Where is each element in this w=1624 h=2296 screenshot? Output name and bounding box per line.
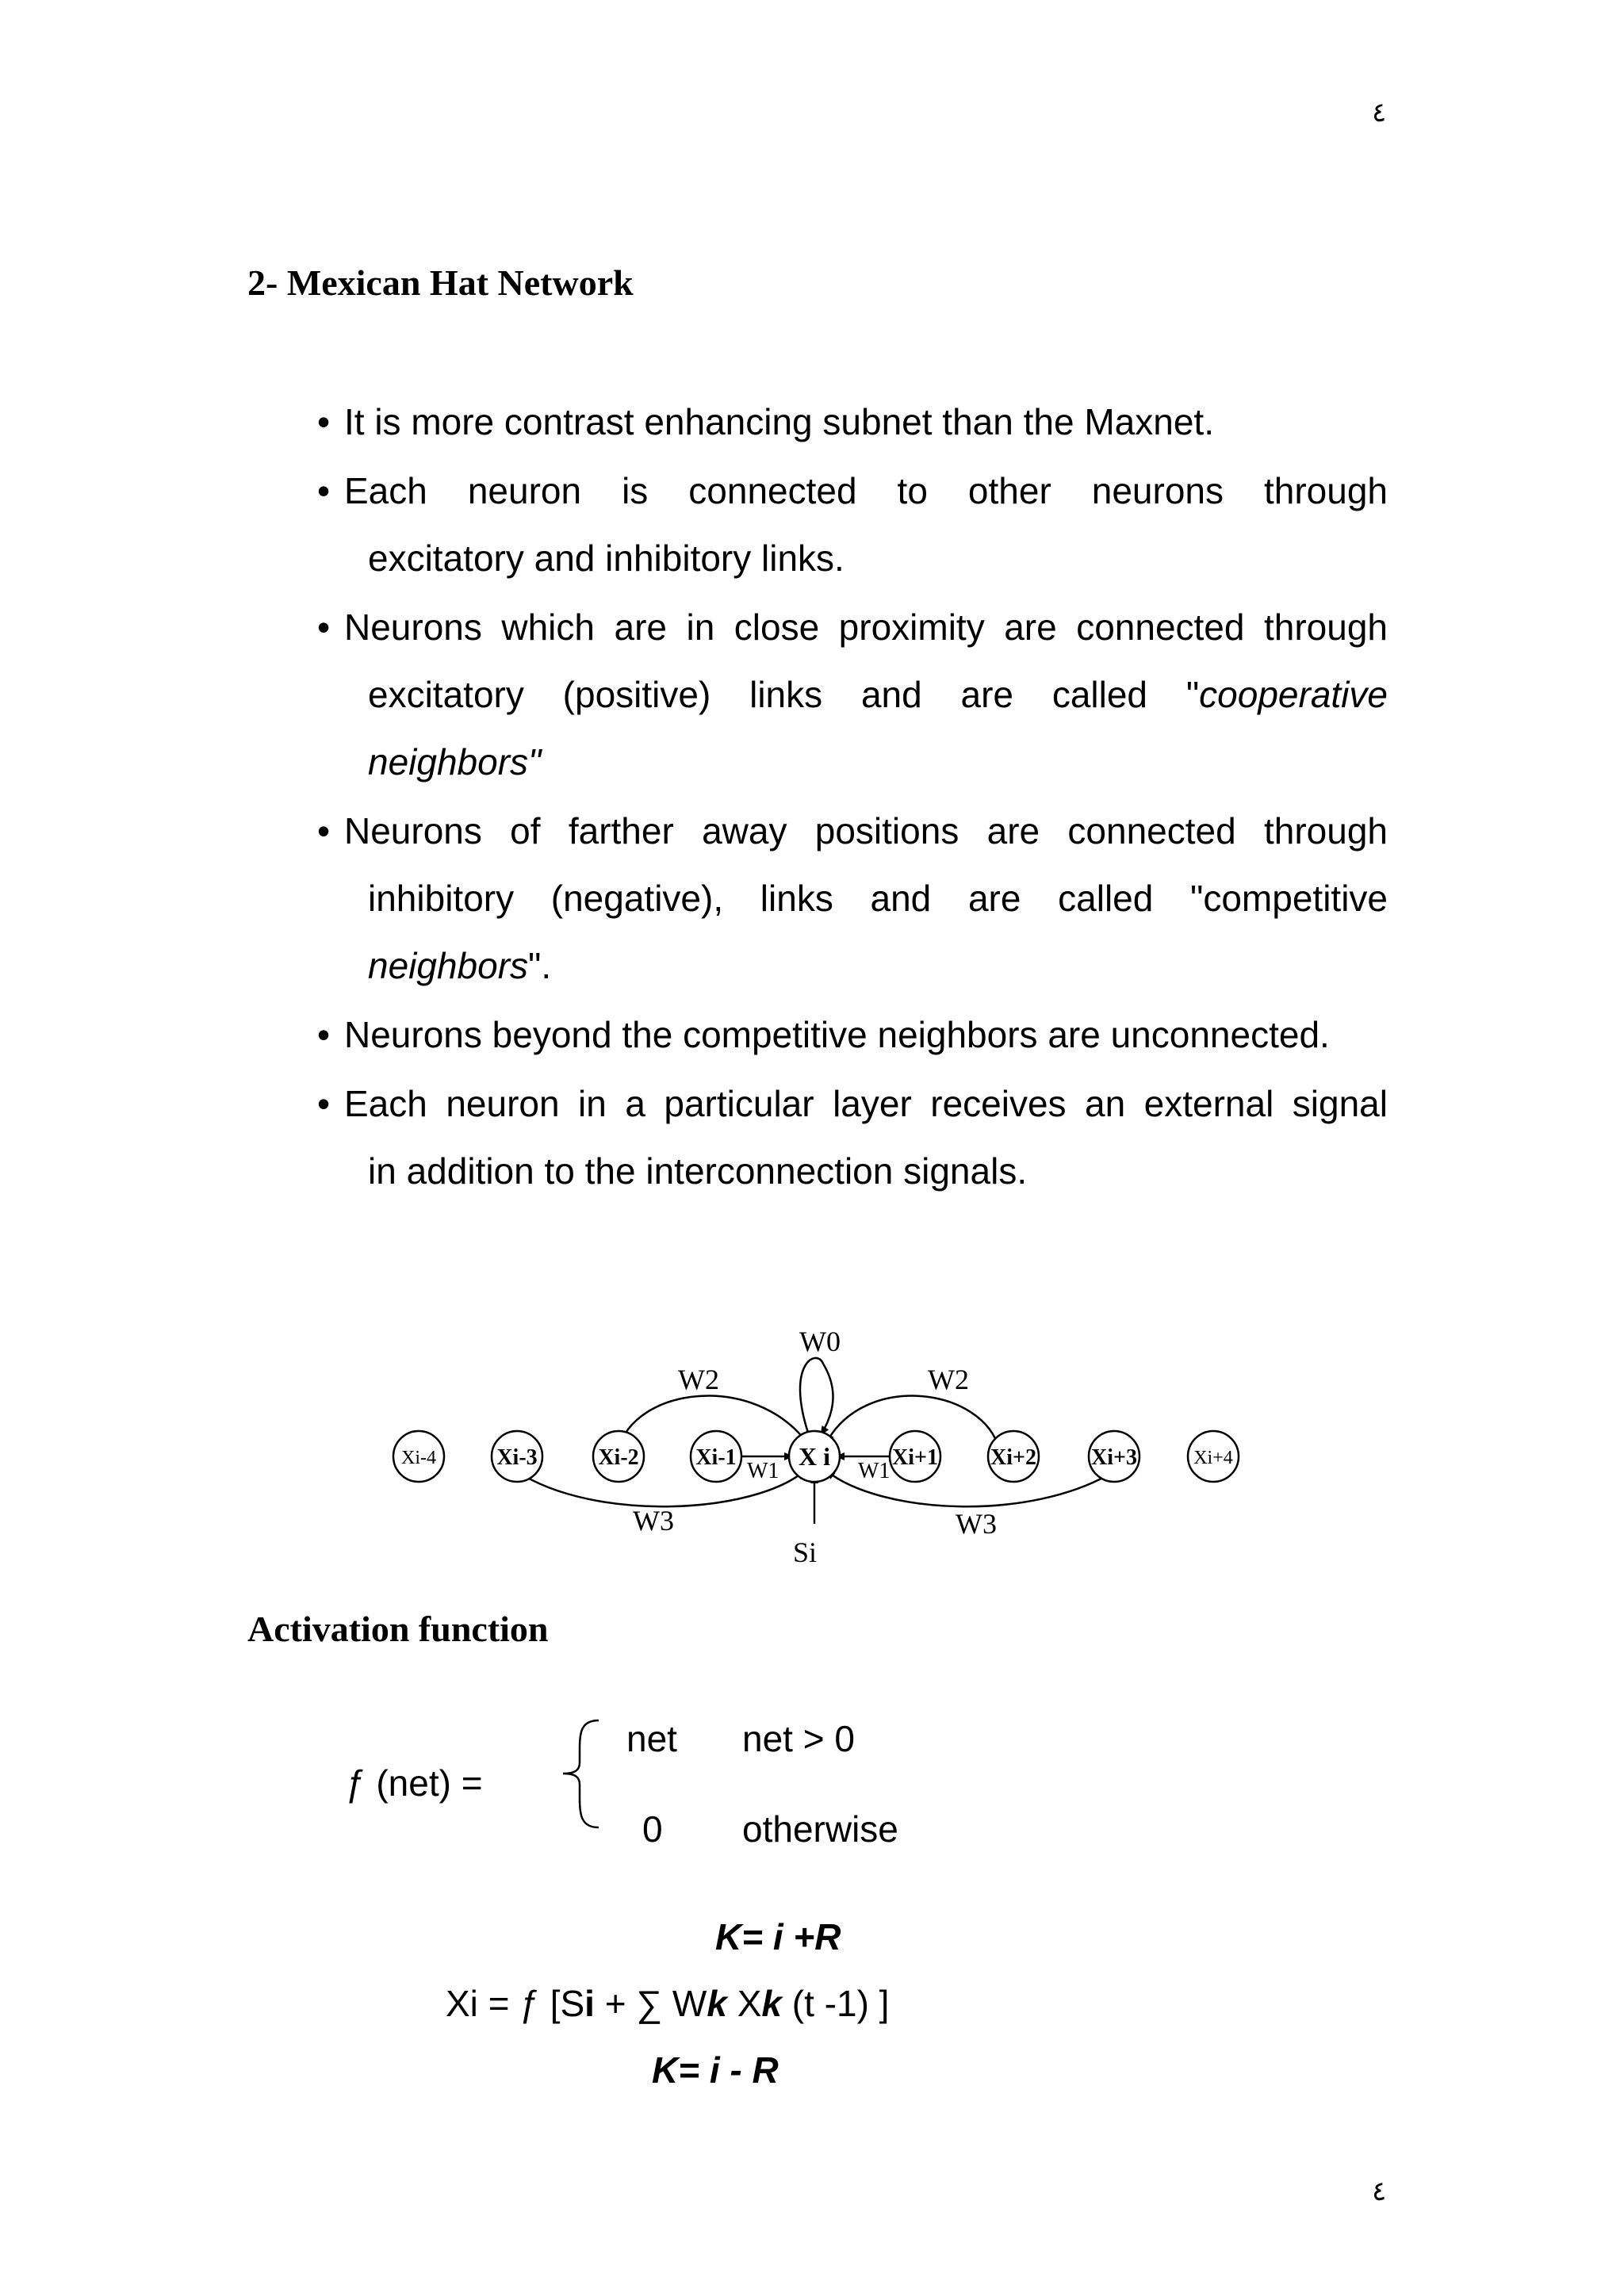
w1-left-label: W1 bbox=[747, 1459, 779, 1483]
w1-right-label: W1 bbox=[858, 1459, 891, 1483]
bullet-list bbox=[317, 388, 1388, 1207]
node-xi+3 bbox=[1089, 1431, 1139, 1482]
page-number-bottom: ٤ bbox=[1372, 2175, 1387, 2207]
svg-text:Xi+1: Xi+1 bbox=[892, 1445, 938, 1470]
svg-text:Xi-4: Xi-4 bbox=[401, 1448, 436, 1468]
svg-text:Xi-1: Xi-1 bbox=[695, 1445, 737, 1470]
node-xi-2 bbox=[593, 1431, 644, 1482]
bullet-item: • Each neuron in a particular layer receives an external signal in addition to the interconnection signals. bbox=[317, 1070, 1388, 1205]
svg-text:Xi-2: Xi-2 bbox=[598, 1445, 639, 1470]
w2-left-label: W2 bbox=[678, 1364, 719, 1395]
bullet-item: • Neurons beyond the competitive neighbors are unconnected. bbox=[317, 1001, 1388, 1069]
svg-text:X i: X i bbox=[799, 1442, 830, 1471]
case1-condition: net > 0 bbox=[742, 1718, 855, 1759]
node-xi+4 bbox=[1188, 1431, 1239, 1482]
svg-text:Xi-3: Xi-3 bbox=[496, 1445, 538, 1470]
node-xi-1 bbox=[691, 1431, 741, 1482]
brace-icon bbox=[559, 1716, 607, 1831]
w2-right-label: W2 bbox=[928, 1364, 969, 1395]
case2-value: 0 bbox=[642, 1808, 663, 1850]
activation-lhs: ƒ (net) = bbox=[346, 1762, 483, 1804]
bullet-item: • Each neuron is connected to other neurons through excitatory and inhibitory links. bbox=[317, 457, 1388, 592]
page-number-top: ٤ bbox=[1372, 97, 1387, 128]
svg-text:Xi+2: Xi+2 bbox=[990, 1445, 1036, 1470]
node-xi+2 bbox=[988, 1431, 1039, 1482]
node-xi-4 bbox=[393, 1431, 444, 1482]
w0-label: W0 bbox=[799, 1326, 841, 1357]
w3-right-label: W3 bbox=[956, 1508, 997, 1540]
mexican-hat-diagram bbox=[373, 1316, 1277, 1594]
node-xi-3 bbox=[492, 1431, 542, 1482]
svg-text:Xi+4: Xi+4 bbox=[1193, 1448, 1233, 1468]
update-equation: Xi = ƒ [Si + ∑ Wk Xk (t -1) ] bbox=[446, 1983, 890, 2024]
activation-title: Activation function bbox=[247, 1609, 549, 1649]
bullet-item: • Neurons of farther away positions are connected through inhibitory (negative), links and are called "competitive neighbors". bbox=[317, 798, 1388, 1000]
case1-value: net bbox=[626, 1718, 677, 1759]
w0-self-loop bbox=[800, 1358, 833, 1435]
sum-lower-limit: K= i - R bbox=[652, 2049, 779, 2091]
case2-condition: otherwise bbox=[742, 1808, 898, 1850]
sum-upper-limit: K= i +R bbox=[715, 1916, 841, 1957]
si-label: Si bbox=[793, 1536, 818, 1568]
node-xi bbox=[789, 1431, 840, 1482]
section-title: 2- Mexican Hat Network bbox=[247, 262, 634, 303]
bullet-item: • Neurons which are in close proximity are connected through excitatory (positive) links and are called "cooperative neighbors" bbox=[317, 594, 1388, 796]
node-xi+1 bbox=[890, 1431, 940, 1482]
bullet-item: • It is more contrast enhancing subnet than the Maxnet. bbox=[317, 388, 1388, 456]
w3-left-label: W3 bbox=[633, 1505, 674, 1536]
svg-text:Xi+3: Xi+3 bbox=[1091, 1445, 1137, 1470]
